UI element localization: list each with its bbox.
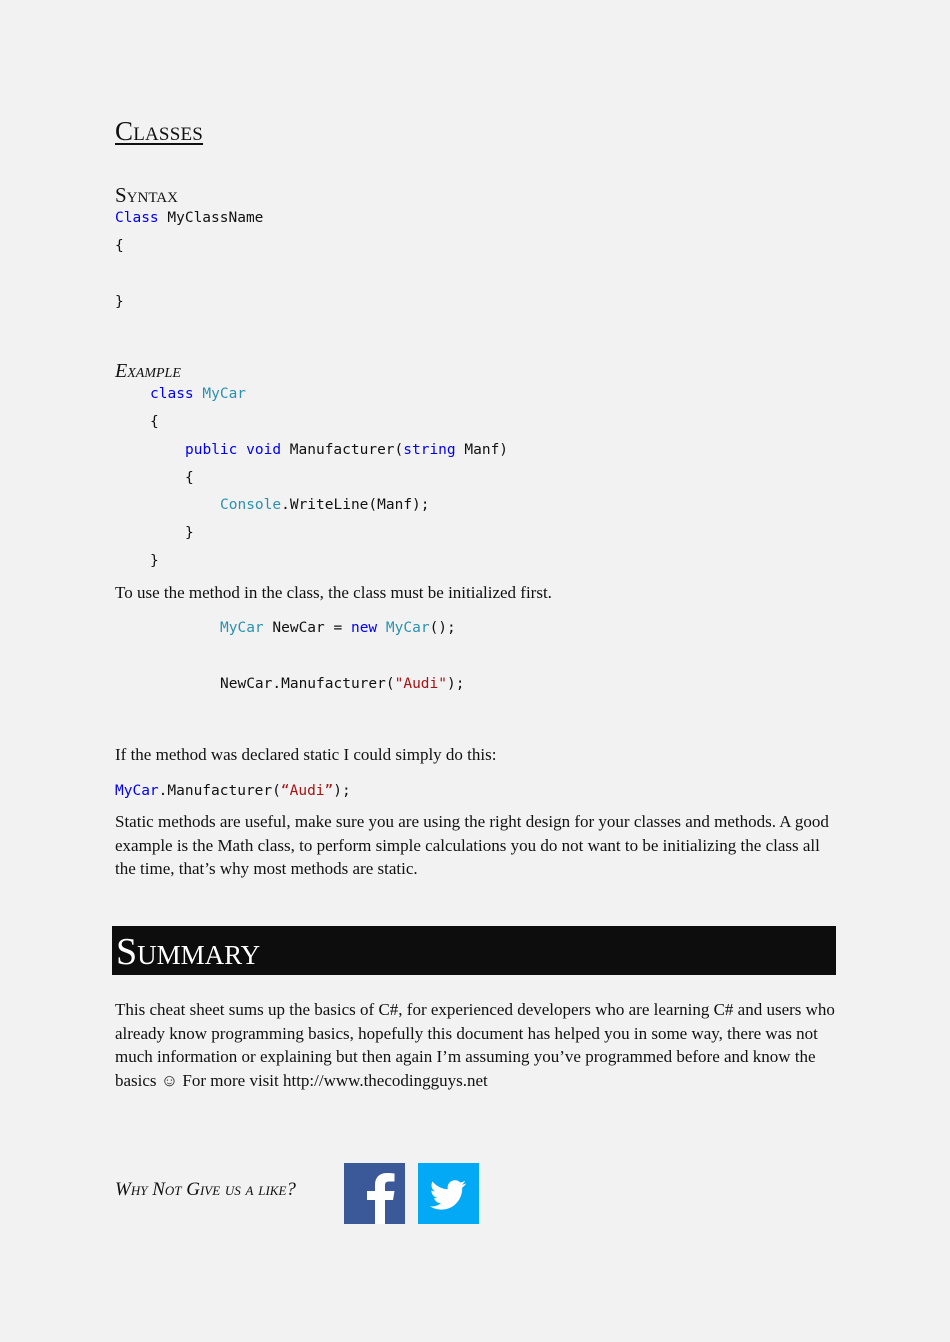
- paragraph-summary: This cheat sheet sums up the basics of C#, for experienced developers who are learning C# and users who already know programming basics, hopefully this document has helped you in some way, there was not much information or explaining but then again I’m assuming you’ve programmed before and know the basics ☺ For more visit http://www.thecodingguys.net: [115, 1000, 835, 1090]
- code-text: );: [447, 676, 465, 692]
- heading-syntax: Syntax: [115, 183, 178, 207]
- example-code-line-7: }: [150, 553, 159, 569]
- code-keyword: new: [350, 620, 378, 636]
- code-type: MyCar: [220, 620, 264, 636]
- code-type: MyCar: [385, 620, 430, 636]
- paragraph-static: If the method was declared static I could simply do this:: [115, 745, 497, 764]
- summary-heading-bar: [112, 926, 836, 975]
- paragraph-static-methods: Static methods are useful, make sure you are using the right design for your classes and methods. A good example is the Math class, to perform simple calculations you do not want to be initializing the class all the time, that’s why most methods are static.: [115, 812, 829, 878]
- code-text: NewCar.Manufacturer(: [220, 676, 395, 692]
- syntax-open-brace: {: [115, 238, 124, 254]
- heading-summary: Summary: [116, 931, 261, 973]
- like-prompt: Why Not Give us a like?: [115, 1179, 296, 1200]
- code-keyword: class: [150, 386, 194, 402]
- init-code-line-2: [220, 676, 464, 692]
- code-string: “Audi”: [280, 783, 334, 799]
- code-type: MyCar: [115, 783, 159, 799]
- twitter-button[interactable]: [418, 1163, 479, 1224]
- example-code-line-6: }: [185, 525, 194, 541]
- heading-classes: Classes: [115, 116, 204, 146]
- code-text: Manf): [455, 442, 509, 458]
- example-code-line-1: [150, 386, 246, 402]
- heading-example: Example: [115, 360, 181, 382]
- code-text: ();: [429, 620, 456, 636]
- code-text: MyClassName: [158, 210, 264, 226]
- code-keyword: string: [403, 442, 456, 458]
- code-text: .WriteLine(Manf);: [281, 497, 430, 513]
- twitter-icon: [418, 1163, 479, 1224]
- example-code-line-4: {: [185, 470, 194, 486]
- code-text: NewCar =: [263, 620, 351, 636]
- syntax-close-brace: }: [115, 294, 124, 310]
- code-keyword: void: [246, 442, 282, 458]
- facebook-icon: [344, 1163, 405, 1224]
- code-type: Console: [220, 497, 282, 513]
- code-type: MyCar: [202, 386, 247, 402]
- example-code-line-2: {: [150, 414, 159, 430]
- paragraph-init: To use the method in the class, the class must be initialized first.: [115, 583, 552, 602]
- facebook-button[interactable]: [344, 1163, 405, 1224]
- code-string: "Audi": [394, 676, 447, 692]
- code-text: .Manufacturer(: [158, 783, 281, 799]
- code-keyword: Class: [115, 210, 159, 226]
- example-code-line-3: [185, 442, 508, 458]
- static-code-line: [115, 783, 351, 799]
- code-text: );: [333, 783, 351, 799]
- code-keyword: public: [185, 442, 238, 458]
- code-text: Manufacturer(: [281, 442, 404, 458]
- init-code-line-1: [220, 620, 456, 636]
- example-code-line-5: [220, 497, 430, 513]
- syntax-code-line-1: [115, 210, 263, 226]
